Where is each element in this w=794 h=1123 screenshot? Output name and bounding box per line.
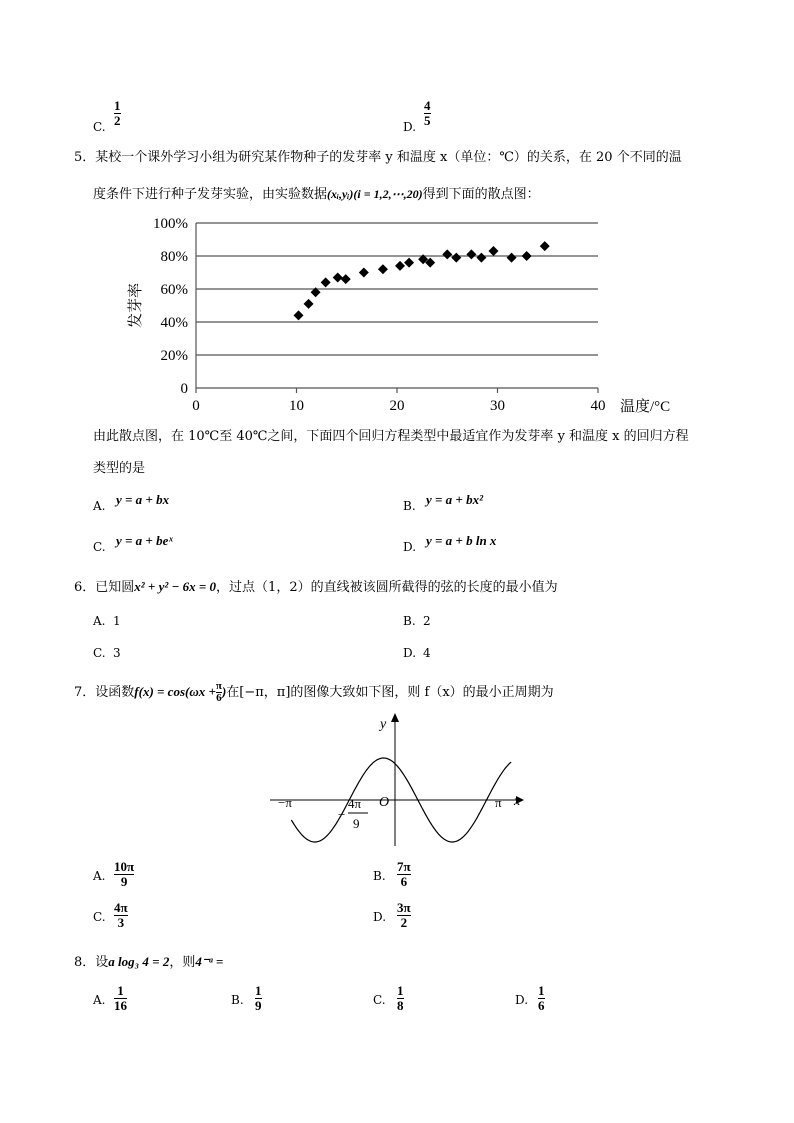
q7-option-a-fraction	[114, 860, 134, 889]
fraction-numerator: 1	[117, 983, 124, 998]
q8-text-pre: 8．设	[74, 955, 109, 970]
x-tick-label: 20	[389, 398, 405, 414]
q6-text-pre: 6．已知圆	[74, 580, 135, 595]
cosine-graph	[262, 708, 530, 858]
fraction-denominator: 16	[114, 998, 127, 1013]
q7-option-c-fraction	[114, 901, 128, 930]
x-tick-label: 30	[490, 398, 505, 414]
fraction-denominator: 6	[216, 692, 222, 704]
chart-points	[294, 241, 550, 320]
q7-option-d-label: D.	[373, 910, 387, 924]
q5-data-formula: (xᵢ,yᵢ)(i = 1,2,⋯,20)	[327, 187, 423, 201]
q7-option-d-fraction	[397, 901, 411, 930]
q5-text-line1: 5．某校一个课外学习小组为研究某作物种子的发芽率 y 和温度 x（单位：℃）的关系，在 20 个不同的温	[74, 150, 682, 165]
origin-label: O	[379, 795, 390, 810]
y-tick-label: 60%	[160, 282, 188, 298]
pi-label: π	[495, 795, 502, 810]
prev-option-c-label: C.	[93, 120, 106, 134]
q7-function-head: f(x) = cos(ωx +	[134, 684, 216, 699]
fraction-denominator: 8	[397, 998, 404, 1013]
q8-option-d-label: D.	[515, 993, 529, 1007]
q5-option-c-expr: y = a + beˣ	[116, 533, 173, 548]
scatter-chart	[120, 208, 690, 418]
q8-option-b-fraction	[255, 984, 262, 1013]
q8-option-c-label: C.	[373, 993, 386, 1007]
q6-option-c-label: C.	[93, 646, 106, 660]
zero-mark-sign: −	[338, 807, 346, 822]
q8-option-d-fraction	[538, 984, 545, 1013]
data-point	[341, 274, 351, 284]
fraction-numerator: 1	[114, 98, 121, 113]
chart-labels	[126, 216, 670, 415]
q6-option-d-value: 4	[423, 646, 431, 660]
data-point	[321, 277, 331, 287]
fraction-numerator: 1	[397, 983, 404, 998]
q8-text	[74, 951, 223, 970]
data-point	[466, 249, 476, 259]
q5-option-a-expr: y = a + bx	[116, 492, 170, 507]
q6-option-b-value: 2	[423, 614, 431, 628]
fraction-numerator: 3π	[397, 900, 411, 915]
data-point	[304, 299, 314, 309]
data-point	[540, 241, 550, 251]
q8-log-equation: a log₃ 4 = 2	[108, 954, 170, 969]
y-axis-arrow-icon	[391, 713, 399, 722]
fraction-numerator: 1	[255, 983, 262, 998]
chart-axes	[196, 223, 598, 393]
q5-option-d-expr: y = a + b ln x	[426, 533, 497, 548]
fraction-denominator: 3	[117, 915, 125, 930]
q7-function-tail: )	[221, 684, 227, 699]
data-point	[333, 272, 343, 282]
fraction-denominator: 6	[400, 874, 408, 889]
fraction-numerator: 1	[538, 983, 545, 998]
x-tick-label: 10	[289, 398, 304, 414]
y-tick-label: 20%	[160, 348, 188, 364]
q8-option-a-label: A.	[93, 993, 106, 1007]
x-tick-label: 0	[192, 398, 200, 414]
neg-pi-label: −π	[278, 795, 292, 810]
q5-text-line3: 由此散点图，在 10℃至 40℃之间，下面四个回归方程类型中最适宜作为发芽率 y 和温度 x 的回归方程	[93, 429, 689, 444]
x-axis-title: 温度/°C	[620, 399, 671, 415]
prev-option-d-label: D.	[403, 120, 417, 134]
data-point	[488, 246, 498, 256]
data-point	[451, 253, 461, 263]
q6-option-a-label: A.	[93, 614, 106, 628]
y-tick-label: 0	[180, 381, 188, 397]
q8-option-b-label: B.	[231, 993, 244, 1007]
zero-mark-numerator: 4π	[348, 796, 362, 811]
fraction-denominator: 9	[120, 874, 128, 889]
q8-option-a-fraction	[114, 984, 127, 1013]
fraction-numerator: 4π	[114, 900, 128, 915]
data-point	[442, 249, 452, 259]
data-point	[294, 310, 304, 320]
q8-power-expr: 4⁻ᵃ =	[195, 954, 224, 969]
q7-text	[74, 681, 554, 705]
x-axis-label: x	[514, 794, 521, 809]
q6-option-d-label: D.	[403, 646, 417, 660]
data-point	[507, 253, 517, 263]
data-point	[395, 261, 405, 271]
q7-option-c-label: C.	[93, 910, 106, 924]
q5-option-b-expr: y = a + bx²	[426, 492, 483, 507]
q5-text-line2	[93, 183, 540, 202]
fraction-denominator: 2	[400, 915, 408, 930]
x-tick-label: 40	[590, 398, 606, 414]
fraction-numerator: 7π	[397, 859, 411, 874]
q7-option-b-label: B.	[373, 869, 386, 883]
q6-option-b-label: B.	[403, 614, 416, 628]
y-axis-title: 发芽率	[128, 282, 144, 329]
q7-option-a-label: A.	[93, 869, 106, 883]
fraction-numerator: 4	[424, 98, 431, 113]
data-point	[404, 258, 414, 268]
y-tick-label: 80%	[160, 249, 188, 265]
prev-option-c-fraction	[114, 99, 121, 128]
y-tick-label: 40%	[160, 315, 188, 331]
q5-line2-pre: 度条件下进行种子发芽实验，由实验数据	[93, 187, 328, 202]
q6-option-a-value: 1	[113, 614, 121, 628]
q5-option-b-label: B.	[403, 499, 416, 513]
q6-text	[74, 576, 558, 595]
q5-option-a-label: A.	[93, 499, 106, 513]
data-point	[359, 268, 369, 278]
y-tick-label: 100%	[153, 216, 188, 232]
fraction-numerator: 10π	[114, 859, 135, 874]
q5-line2-post: 得到下面的散点图：	[422, 187, 540, 202]
fraction-numerator: π	[215, 680, 222, 692]
chart-gridlines	[196, 223, 598, 355]
zero-mark-denominator: 9	[353, 816, 360, 831]
q5-option-d-label: D.	[403, 540, 417, 554]
y-axis-label: y	[380, 717, 387, 732]
q6-text-post: ，过点（1，2）的直线被该圆所截得的弦的长度的最小值为	[216, 580, 558, 595]
q6-option-c-value: 3	[113, 646, 121, 660]
fraction-denominator: 6	[538, 998, 545, 1013]
fraction-denominator: 9	[255, 998, 262, 1013]
q8-text-mid: ，则	[169, 955, 196, 970]
q8-option-c-fraction	[397, 984, 404, 1013]
prev-option-d-fraction	[424, 99, 431, 128]
q7-option-b-fraction	[397, 860, 411, 889]
fraction-denominator: 5	[424, 113, 431, 128]
q5-text-line4: 类型的是	[93, 461, 146, 476]
q7-text-post: 在[−π，π]的图像大致如下图，则 f（x）的最小正周期为	[226, 685, 554, 700]
q6-circle-equation: x² + y² − 6x = 0	[134, 579, 217, 594]
q5-option-c-label: C.	[93, 540, 106, 554]
data-point	[378, 264, 388, 274]
fraction-denominator: 2	[114, 113, 121, 128]
data-point	[522, 251, 532, 261]
data-point	[476, 253, 486, 263]
q7-text-pre: 7．设函数	[74, 685, 135, 700]
